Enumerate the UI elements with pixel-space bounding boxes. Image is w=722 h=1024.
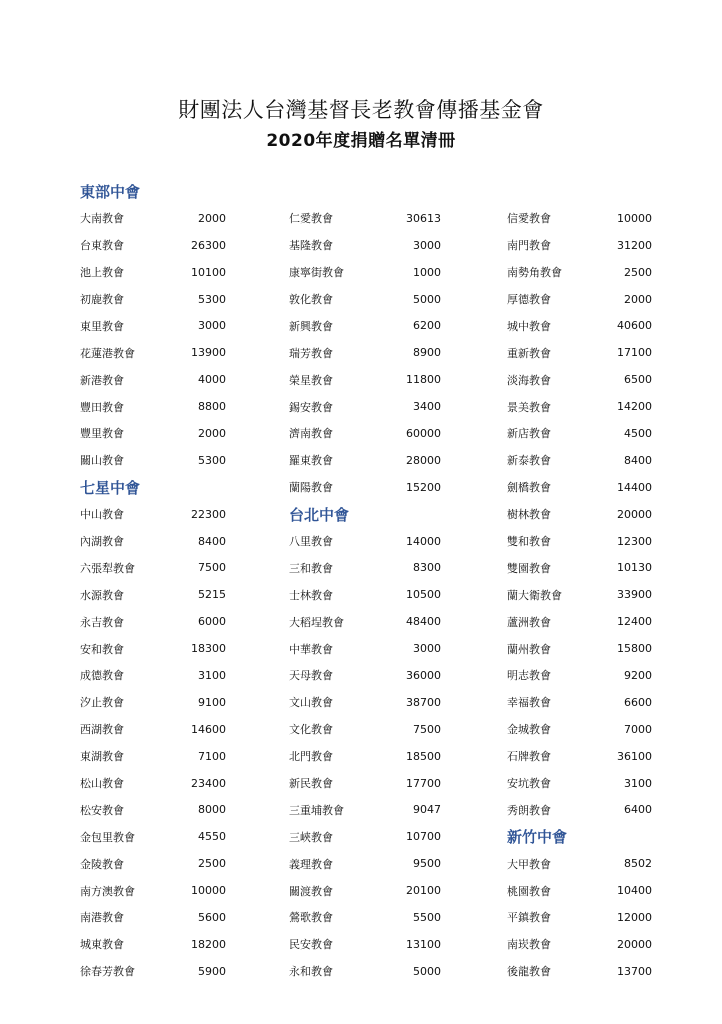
donation-amount: 3100 [624,776,652,790]
church-name: 汐止教會 [80,696,124,710]
donation-amount: 36100 [617,749,652,763]
donation-amount: 2500 [198,857,226,871]
church-name: 士林教會 [289,588,333,602]
church-name: 明志教會 [507,669,551,683]
donor-row [80,958,226,985]
donor-row [80,904,226,931]
donation-amount: 48400 [406,615,441,629]
donor-row [507,904,652,931]
church-name: 濟南教會 [289,427,333,441]
donation-amount: 15800 [617,642,652,656]
church-name: 新港教會 [80,373,124,387]
donor-row [289,286,441,313]
donation-amount: 6500 [624,373,652,387]
donation-amount: 5000 [413,964,441,978]
donation-amount: 7000 [624,722,652,736]
church-name: 重新教會 [507,346,551,360]
donation-amount: 10130 [617,561,652,575]
church-name: 城中教會 [507,319,551,333]
donor-row [507,877,652,904]
church-name: 西湖教會 [80,723,124,737]
church-name: 南方澳教會 [80,884,135,898]
church-name: 幸福教會 [507,696,551,710]
church-name: 池上教會 [80,266,124,280]
donor-row [80,689,226,716]
donation-amount: 5500 [413,910,441,924]
donor-row [507,850,652,877]
donor-row [289,716,441,743]
donor-row [289,581,441,608]
church-name: 淡海教會 [507,373,551,387]
donor-row [80,366,226,393]
church-name: 內湖教會 [80,535,124,549]
church-name: 大稻埕教會 [289,615,344,629]
donor-row [507,581,652,608]
donor-row [289,904,441,931]
donor-row [507,286,652,313]
church-name: 安和教會 [80,642,124,656]
donation-amount: 12300 [617,534,652,548]
donor-row [80,312,226,339]
church-name: 八里教會 [289,535,333,549]
donation-amount: 6000 [198,615,226,629]
donation-amount: 7100 [198,749,226,763]
donation-amount: 20100 [406,884,441,898]
donation-amount: 2000 [624,292,652,306]
donor-row [80,608,226,635]
church-name: 關山教會 [80,454,124,468]
donor-row [507,393,652,420]
donor-row [289,608,441,635]
church-name: 豐田教會 [80,400,124,414]
donation-amount: 4500 [624,426,652,440]
donor-row [80,554,226,581]
donor-row [507,931,652,958]
donor-row [289,823,441,850]
spacer-row [507,178,652,205]
donor-row [80,393,226,420]
church-name: 台東教會 [80,239,124,253]
donor-row [80,581,226,608]
donation-amount: 10100 [191,265,226,279]
donation-amount: 38700 [406,695,441,709]
donor-row [289,420,441,447]
donation-amount: 9200 [624,668,652,682]
church-name: 三峽教會 [289,830,333,844]
donor-row [289,205,441,232]
donation-amount: 15200 [406,480,441,494]
donor-column-3 [507,178,652,985]
donor-row [289,689,441,716]
church-name: 南崁教會 [507,938,551,952]
church-name: 新泰教會 [507,454,551,468]
church-name: 雙和教會 [507,535,551,549]
donor-row [289,554,441,581]
donation-amount: 6200 [413,319,441,333]
church-name: 六張犁教會 [80,561,135,575]
presbytery-heading: 新竹中會 [507,828,568,847]
donor-row [80,259,226,286]
document-title: 財團法人台灣基督長老教會傳播基金會 [178,98,544,122]
church-name: 南勢角教會 [507,266,562,280]
donation-amount: 7500 [413,722,441,736]
church-name: 金城教會 [507,723,551,737]
donor-row [289,635,441,662]
donation-amount: 5215 [198,588,226,602]
donor-row [289,958,441,985]
church-name: 平鎮教會 [507,911,551,925]
donation-amount: 10000 [191,884,226,898]
church-name: 秀朗教會 [507,803,551,817]
church-name: 中華教會 [289,642,333,656]
church-name: 蘭陽教會 [289,481,333,495]
donor-row [507,662,652,689]
donor-row [289,528,441,555]
church-name: 花蓮港教會 [80,346,135,360]
donation-amount: 17100 [617,346,652,360]
donation-amount: 8400 [198,534,226,548]
church-name: 羅東教會 [289,454,333,468]
donor-column-1 [80,178,226,985]
donor-row [507,528,652,555]
donation-amount: 17700 [406,776,441,790]
donor-row [507,635,652,662]
donor-row [289,931,441,958]
presbytery-heading: 東部中會 [80,182,141,201]
donation-amount: 12000 [617,910,652,924]
donation-amount: 31200 [617,238,652,252]
spacer-row [289,178,441,205]
church-name: 民安教會 [289,938,333,952]
donation-amount: 10700 [406,830,441,844]
church-name: 東里教會 [80,319,124,333]
donation-amount: 9047 [413,803,441,817]
donation-amount: 4550 [198,830,226,844]
donor-row [80,823,226,850]
donor-row [80,205,226,232]
donation-amount: 8000 [198,803,226,817]
donation-amount: 7500 [198,561,226,575]
donation-amount: 2500 [624,265,652,279]
church-name: 中山教會 [80,508,124,522]
presbytery-heading: 七星中會 [80,478,141,497]
donor-row [80,850,226,877]
donation-amount: 18500 [406,749,441,763]
church-name: 永和教會 [289,965,333,979]
church-name: 大南教會 [80,212,124,226]
donation-amount: 5900 [198,964,226,978]
church-name: 新民教會 [289,777,333,791]
donor-row [80,931,226,958]
church-name: 南門教會 [507,239,551,253]
donor-row [507,420,652,447]
donation-amount: 28000 [406,453,441,467]
donation-amount: 9500 [413,857,441,871]
church-name: 新興教會 [289,319,333,333]
donor-row [507,689,652,716]
church-name: 松安教會 [80,803,124,817]
donor-row [80,635,226,662]
church-name: 三重埔教會 [289,803,344,817]
donation-amount: 33900 [617,588,652,602]
donation-amount: 3100 [198,668,226,682]
donor-row [80,339,226,366]
church-name: 榮星教會 [289,373,333,387]
donor-row [507,232,652,259]
church-name: 後龍教會 [507,965,551,979]
church-name: 成德教會 [80,669,124,683]
donor-row [289,850,441,877]
church-name: 徐春芳教會 [80,965,135,979]
donor-row [507,608,652,635]
donation-amount: 20000 [617,937,652,951]
donation-amount: 10000 [617,211,652,225]
donation-amount: 8300 [413,561,441,575]
donor-row [507,339,652,366]
donation-amount: 8502 [624,857,652,871]
church-name: 松山教會 [80,777,124,791]
donation-amount: 3000 [413,642,441,656]
donor-row [289,662,441,689]
church-name: 文山教會 [289,696,333,710]
donation-amount: 60000 [406,426,441,440]
donor-row [507,958,652,985]
church-name: 蘆洲教會 [507,615,551,629]
church-name: 鶯歌教會 [289,911,333,925]
church-name: 桃園教會 [507,884,551,898]
donor-row [289,447,441,474]
church-name: 初鹿教會 [80,293,124,306]
donation-amount: 2000 [198,426,226,440]
donor-row [507,796,652,823]
donation-amount: 5000 [413,292,441,306]
donation-amount: 3400 [413,400,441,414]
donation-amount: 2000 [198,211,226,225]
donor-row [289,312,441,339]
church-name: 豐里教會 [80,427,124,441]
donor-row [80,286,226,313]
donation-amount: 14000 [406,534,441,548]
donor-column-2 [289,178,441,985]
church-name: 瑞芳教會 [289,346,333,360]
donation-amount: 5300 [198,292,226,306]
church-name: 文化教會 [289,723,333,737]
church-name: 金包里教會 [80,830,135,844]
church-name: 新店教會 [507,427,551,441]
church-name: 石牌教會 [507,750,551,764]
donor-row [80,716,226,743]
donation-amount: 36000 [406,668,441,682]
church-name: 雙園教會 [507,561,551,575]
church-name: 基隆教會 [289,239,333,253]
donation-amount: 12400 [617,615,652,629]
donation-amount: 6600 [624,695,652,709]
donor-row [507,205,652,232]
donor-row [289,877,441,904]
donor-row [507,716,652,743]
donation-amount: 13100 [406,937,441,951]
donor-row [289,770,441,797]
document-subtitle: 2020年度捐贈名單清冊 [266,131,456,151]
church-name: 南港教會 [80,911,124,925]
church-name: 關渡教會 [289,884,333,898]
church-name: 三和教會 [289,561,333,575]
donation-amount: 1000 [413,265,441,279]
donor-row [80,528,226,555]
donor-row [507,366,652,393]
church-name: 康寧街教會 [289,266,344,280]
donor-row [507,554,652,581]
church-name: 信愛教會 [507,212,551,226]
donor-row [80,420,226,447]
donor-row [289,743,441,770]
church-name: 樹林教會 [507,508,551,522]
church-name: 天母教會 [289,669,333,683]
donor-row [289,339,441,366]
donation-amount: 26300 [191,238,226,252]
donation-amount: 14200 [617,400,652,414]
donation-amount: 30613 [406,211,441,225]
donation-amount: 5300 [198,453,226,467]
donation-amount: 14600 [191,722,226,736]
donation-amount: 22300 [191,507,226,521]
donation-amount: 40600 [617,319,652,333]
donor-row [80,501,226,528]
donation-amount: 6400 [624,803,652,817]
donation-amount: 8400 [624,453,652,467]
donor-row [289,232,441,259]
donation-amount: 3000 [198,319,226,333]
church-name: 景美教會 [507,400,551,414]
church-name: 安坑教會 [507,777,551,791]
donation-amount: 18200 [191,937,226,951]
donor-row [507,743,652,770]
donation-amount: 13900 [191,346,226,360]
donation-amount: 23400 [191,776,226,790]
donor-row [289,366,441,393]
donation-amount: 3000 [413,238,441,252]
donation-amount: 10400 [617,884,652,898]
donor-row [507,474,652,501]
church-name: 金陵教會 [80,857,124,871]
donation-amount: 11800 [406,373,441,387]
church-name: 蘭州教會 [507,642,551,656]
donation-amount: 14400 [617,480,652,494]
donation-amount: 8800 [198,400,226,414]
donor-row [289,393,441,420]
church-name: 厚德教會 [507,293,551,306]
donor-row [507,770,652,797]
church-name: 劍橋教會 [507,481,551,495]
church-name: 大甲教會 [507,857,551,871]
donor-row [507,447,652,474]
donor-row [80,232,226,259]
donor-row [80,447,226,474]
donor-row [289,474,441,501]
donation-amount: 13700 [617,964,652,978]
donation-amount: 18300 [191,642,226,656]
church-name: 北門教會 [289,750,333,764]
donor-row [507,259,652,286]
donor-row [80,743,226,770]
donor-row [289,259,441,286]
church-name: 城東教會 [80,938,124,952]
donation-amount: 20000 [617,507,652,521]
donor-row [80,877,226,904]
donation-amount: 10500 [406,588,441,602]
church-name: 敦化教會 [289,293,333,306]
church-name: 義理教會 [289,857,333,871]
donor-row [80,796,226,823]
church-name: 仁愛教會 [289,212,333,226]
donor-row [507,501,652,528]
donor-row [289,796,441,823]
donation-amount: 8900 [413,346,441,360]
donor-row [80,770,226,797]
donor-row [507,312,652,339]
presbytery-heading: 台北中會 [289,505,350,524]
church-name: 永吉教會 [80,615,124,629]
church-name: 水源教會 [80,588,124,602]
church-name: 錫安教會 [289,400,333,414]
church-name: 蘭大衛教會 [507,588,562,602]
donation-amount: 4000 [198,373,226,387]
donation-amount: 5600 [198,910,226,924]
donation-amount: 9100 [198,695,226,709]
donor-row [80,662,226,689]
church-name: 東湖教會 [80,750,124,764]
